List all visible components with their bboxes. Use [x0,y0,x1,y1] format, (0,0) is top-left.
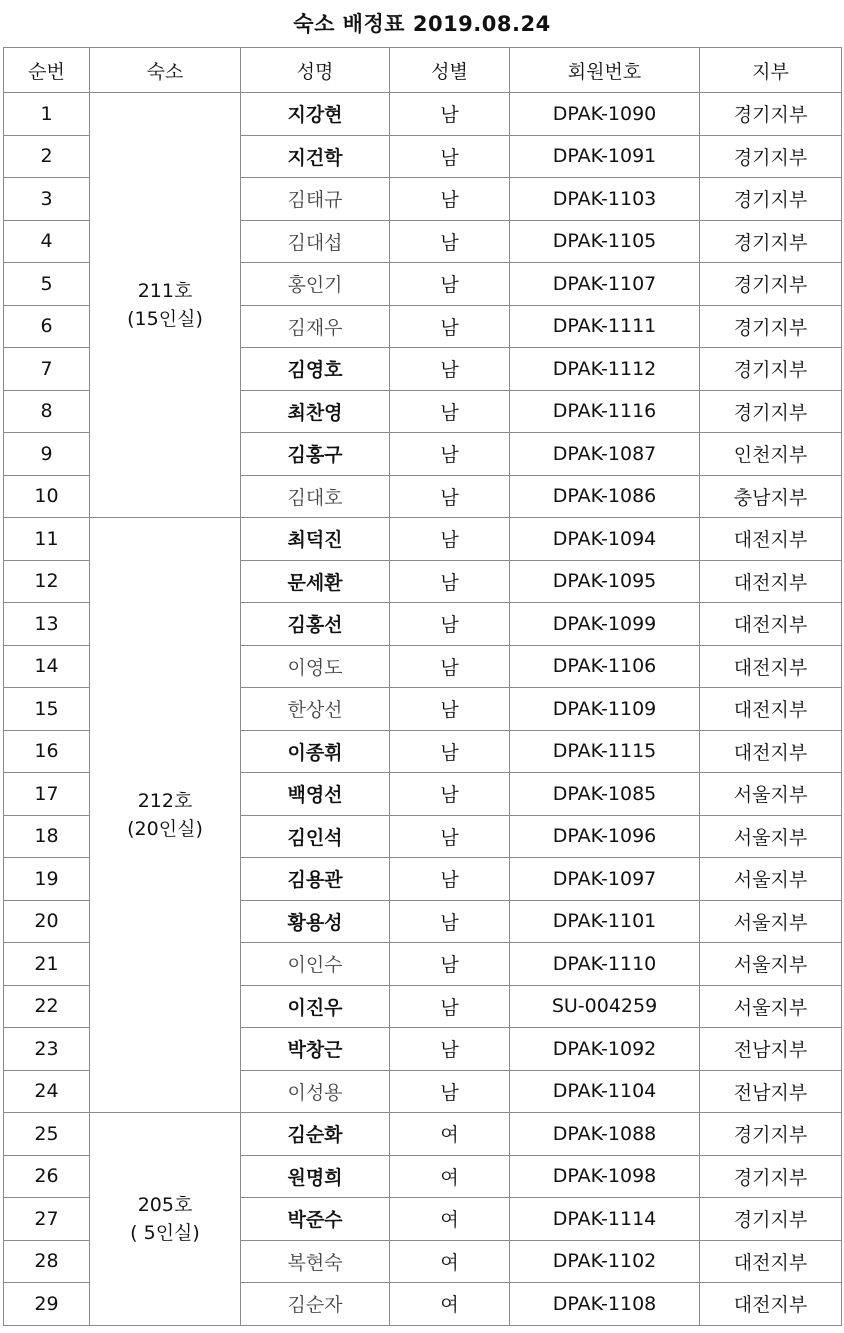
row-number: 24 [4,1070,90,1113]
member-name: 김홍구 [241,433,390,476]
header-row [4,48,842,93]
member-gender: 남 [390,603,510,646]
member-branch: 서울지부 [700,773,842,816]
row-number: 12 [4,560,90,603]
row-number: 8 [4,390,90,433]
member-gender: 남 [390,93,510,136]
member-id: DPAK-1108 [510,1283,700,1326]
member-gender: 남 [390,900,510,943]
member-id: DPAK-1110 [510,943,700,986]
member-name: 김태규 [241,178,390,221]
member-name: 백영선 [241,773,390,816]
member-id: DPAK-1085 [510,773,700,816]
member-gender: 남 [390,348,510,391]
member-branch: 서울지부 [700,858,842,901]
row-number: 3 [4,178,90,221]
member-gender: 여 [390,1113,510,1156]
member-gender: 남 [390,390,510,433]
row-number: 4 [4,220,90,263]
member-name: 원명희 [241,1155,390,1198]
member-id: DPAK-1103 [510,178,700,221]
member-name: 복현숙 [241,1240,390,1283]
member-id: DPAK-1098 [510,1155,700,1198]
member-id: DPAK-1106 [510,645,700,688]
member-branch: 대전지부 [700,688,842,731]
member-gender: 여 [390,1155,510,1198]
member-branch: 대전지부 [700,560,842,603]
member-name: 이영도 [241,645,390,688]
member-branch: 서울지부 [700,985,842,1028]
table-body [4,93,842,1326]
member-name: 문세환 [241,560,390,603]
member-name: 김순자 [241,1283,390,1326]
member-name: 김영호 [241,348,390,391]
member-name: 박준수 [241,1198,390,1241]
room-name: 211호 [137,280,193,302]
member-id: DPAK-1092 [510,1028,700,1071]
row-number: 16 [4,730,90,773]
member-branch: 경기지부 [700,305,842,348]
member-id: DPAK-1095 [510,560,700,603]
row-number: 21 [4,943,90,986]
row-number: 18 [4,815,90,858]
room-capacity: (15인실) [127,308,203,330]
member-id: DPAK-1116 [510,390,700,433]
member-branch: 경기지부 [700,220,842,263]
member-name: 최찬영 [241,390,390,433]
row-number: 22 [4,985,90,1028]
member-branch: 경기지부 [700,263,842,306]
row-number: 7 [4,348,90,391]
member-gender: 여 [390,1198,510,1241]
member-name: 지건학 [241,135,390,178]
member-id: DPAK-1087 [510,433,700,476]
row-number: 11 [4,518,90,561]
member-gender: 남 [390,773,510,816]
member-branch: 대전지부 [700,1283,842,1326]
member-branch: 대전지부 [700,518,842,561]
header-cell-name: 성명 [241,48,390,93]
member-branch: 경기지부 [700,348,842,391]
table-row [4,93,842,136]
member-id: DPAK-1112 [510,348,700,391]
member-id: DPAK-1094 [510,518,700,561]
member-name: 한상선 [241,688,390,731]
member-id: SU-004259 [510,985,700,1028]
member-name: 황용성 [241,900,390,943]
member-branch: 경기지부 [700,1155,842,1198]
member-gender: 남 [390,815,510,858]
member-name: 김재우 [241,305,390,348]
header-cell-room: 숙소 [90,48,241,93]
member-gender: 남 [390,263,510,306]
row-number: 20 [4,900,90,943]
member-gender: 남 [390,943,510,986]
row-number: 1 [4,93,90,136]
room-cell [90,93,241,518]
room-name: 205호 [137,1193,193,1216]
member-name: 김용관 [241,858,390,901]
member-branch: 경기지부 [700,135,842,178]
row-number: 14 [4,645,90,688]
header-cell-member-id: 회원번호 [510,48,700,93]
member-id: DPAK-1090 [510,93,700,136]
member-id: DPAK-1097 [510,858,700,901]
member-branch: 서울지부 [700,900,842,943]
member-gender: 남 [390,135,510,178]
member-gender: 여 [390,1283,510,1326]
member-name: 김대호 [241,475,390,518]
member-id: DPAK-1102 [510,1240,700,1283]
member-branch: 경기지부 [700,1198,842,1241]
table-row [4,1113,842,1156]
page-title: 숙소 배정표 2019.08.24 [293,12,551,36]
member-branch: 대전지부 [700,730,842,773]
member-id: DPAK-1105 [510,220,700,263]
member-name: 김홍선 [241,603,390,646]
room-name: 212호 [137,790,193,812]
member-name: 김대섭 [241,220,390,263]
member-branch: 대전지부 [700,603,842,646]
member-branch: 인천지부 [700,433,842,476]
member-branch: 경기지부 [700,93,842,136]
member-name: 이성용 [241,1070,390,1113]
member-id: DPAK-1101 [510,900,700,943]
member-name: 최덕진 [241,518,390,561]
room-cell [90,1113,241,1326]
member-name: 김인석 [241,815,390,858]
row-number: 6 [4,305,90,348]
member-branch: 충남지부 [700,475,842,518]
room-capacity: (20인실) [127,818,203,840]
member-name: 김순화 [241,1113,390,1156]
row-number: 23 [4,1028,90,1071]
member-name: 지강현 [241,93,390,136]
member-id: DPAK-1091 [510,135,700,178]
member-branch: 경기지부 [700,390,842,433]
member-gender: 여 [390,1240,510,1283]
row-number: 10 [4,475,90,518]
row-number: 17 [4,773,90,816]
member-gender: 남 [390,560,510,603]
room-cell [90,518,241,1113]
member-gender: 남 [390,645,510,688]
member-name: 박창근 [241,1028,390,1071]
member-gender: 남 [390,730,510,773]
row-number: 27 [4,1198,90,1241]
member-name: 이인수 [241,943,390,986]
member-id: DPAK-1104 [510,1070,700,1113]
row-number: 5 [4,263,90,306]
member-gender: 남 [390,858,510,901]
room-capacity: ( 5인실) [130,1221,200,1244]
member-gender: 남 [390,518,510,561]
header-cell-gender: 성별 [390,48,510,93]
member-id: DPAK-1111 [510,305,700,348]
member-branch: 전남지부 [700,1028,842,1071]
member-gender: 남 [390,433,510,476]
member-branch: 대전지부 [700,1240,842,1283]
row-number: 15 [4,688,90,731]
row-number: 29 [4,1283,90,1326]
member-name: 이종휘 [241,730,390,773]
member-gender: 남 [390,178,510,221]
row-number: 25 [4,1113,90,1156]
member-branch: 경기지부 [700,1113,842,1156]
member-id: DPAK-1086 [510,475,700,518]
member-gender: 남 [390,475,510,518]
row-number: 28 [4,1240,90,1283]
member-branch: 경기지부 [700,178,842,221]
room-assignment-table [3,47,842,1326]
member-name: 홍인기 [241,263,390,306]
member-id: DPAK-1109 [510,688,700,731]
row-number: 9 [4,433,90,476]
member-id: DPAK-1114 [510,1198,700,1241]
member-branch: 전남지부 [700,1070,842,1113]
member-branch: 서울지부 [700,815,842,858]
member-gender: 남 [390,1070,510,1113]
member-gender: 남 [390,688,510,731]
member-name: 이진우 [241,985,390,1028]
member-gender: 남 [390,305,510,348]
member-id: DPAK-1107 [510,263,700,306]
member-branch: 대전지부 [700,645,842,688]
header-cell-no: 순번 [4,48,90,93]
member-id: DPAK-1115 [510,730,700,773]
row-number: 26 [4,1155,90,1198]
row-number: 13 [4,603,90,646]
member-gender: 남 [390,985,510,1028]
header-cell-branch: 지부 [700,48,842,93]
member-branch: 서울지부 [700,943,842,986]
member-id: DPAK-1099 [510,603,700,646]
member-gender: 남 [390,220,510,263]
member-id: DPAK-1088 [510,1113,700,1156]
member-gender: 남 [390,1028,510,1071]
table-row [4,518,842,561]
row-number: 2 [4,135,90,178]
member-id: DPAK-1096 [510,815,700,858]
row-number: 19 [4,858,90,901]
